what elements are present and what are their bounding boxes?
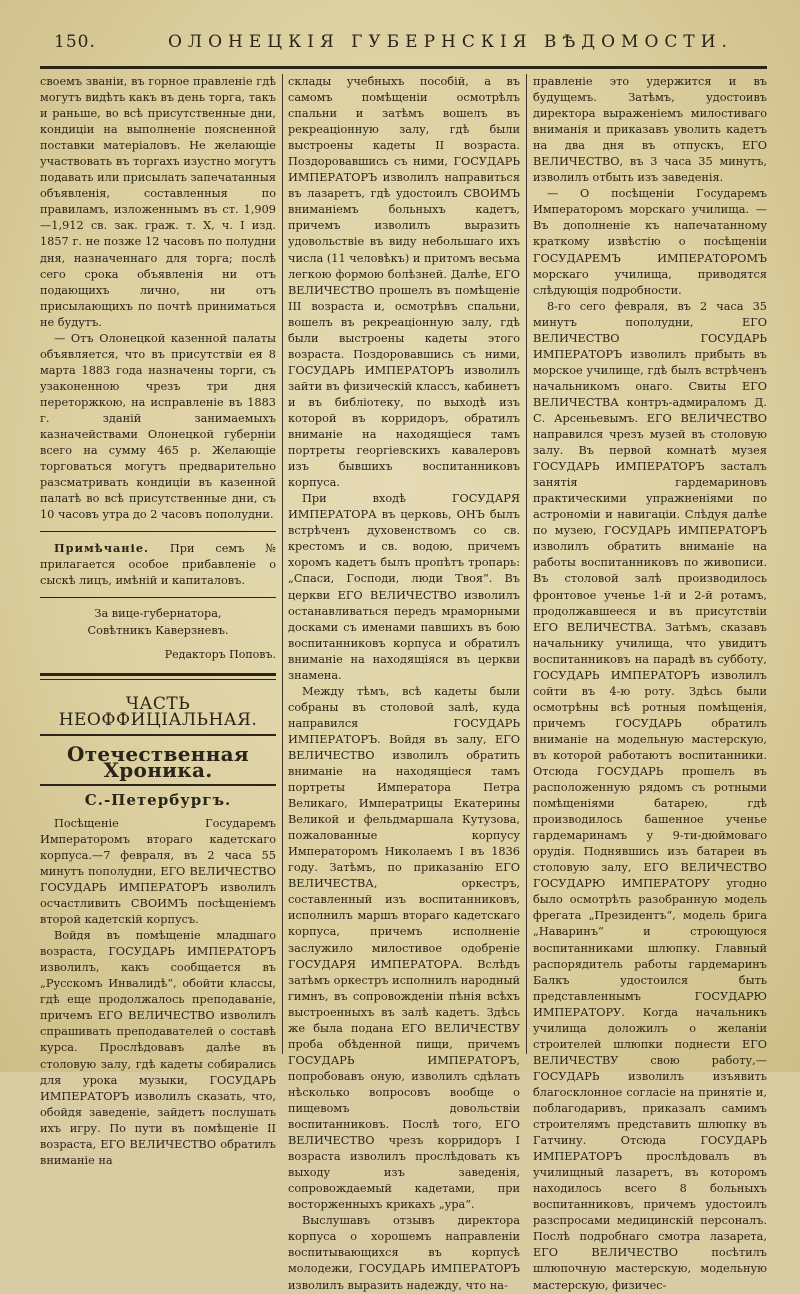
column-2 xyxy=(288,74,520,1292)
header-rule xyxy=(40,66,767,69)
divider xyxy=(40,597,276,598)
column-divider-2 xyxy=(526,74,527,1054)
page-number: 150. xyxy=(54,32,96,52)
paragraph: — О посѣщеніи Государемъ Императоромъ морскаго училища. — Въ дополненіе къ напечатанному краткому извѣстію о посѣщеніи ГОСУДАРЕМЪ ИМПЕРАТОРОМЪ морскаго училища, приводятся слѣдующія подробности. xyxy=(533,187,767,297)
column-3 xyxy=(533,74,767,1292)
paragraph: Войдя въ помѣщеніе младшаго возраста, ГОСУДАРЬ ИМПЕРАТОРЪ изволилъ, какъ сообщается въ „Русскомъ Инвалидѣ“, обойти классы, гдѣ еще продолжалось преподаваніе, причемъ ЕГО ВЕЛИЧЕСТВО изволилъ спрашивать преподавателей о составѣ курса. Прослѣдовавъ далѣе въ столовую залу, гдѣ кадеты собирались для урока музыки, ГОСУДАРЬ ИМПЕРАТОРЪ изволилъ сказать, что, обойдя заведеніе, зайдетъ послушать ихъ игру. По пути въ помѣщеніе II возраста, ЕГО ВЕЛИЧЕСТВО обратилъ вниманіе на xyxy=(40,929,276,1167)
newspaper-title: ОЛОНЕЦКІЯ ГУБЕРНСКІЯ ВѢДОМОСТИ. xyxy=(168,32,733,52)
spacer xyxy=(40,639,276,647)
divider xyxy=(40,531,276,532)
editor-signature: Редакторъ Поповъ. xyxy=(164,647,276,661)
page-header xyxy=(38,28,768,62)
paragraph: 8-го сего февраля, въ 2 часа 35 минутъ пополудни, ЕГО ВЕЛИЧЕСТВО ГОСУДАРЬ ИМПЕРАТОРЪ изволилъ прибыть въ морское училище, гдѣ былъ встрѣченъ начальникомъ онаго. Свиты ЕГО ВЕЛИЧЕСТВА контръ-адмираломъ Д. С. Арсеньевымъ. ЕГО ВЕЛИЧЕСТВО направился чрезъ музей въ столовую залу. Въ первой комнатѣ музея ГОСУДАРЬ ИМПЕРАТОРЪ засталъ занятія гардемариновъ практическими упражненіями по астрономіи и навигаціи. Слѣдуя далѣе по музею, ГОСУДАРЬ ИМПЕРАТОРЪ изволилъ обратить вниманіе на работы воспитанниковъ по живописи. Въ столовой залѣ производилось фронтовое ученье 1-й и 2-й ротамъ, продолжавшееся и въ присутствіи ЕГО ВЕЛИЧЕСТВА. Затѣмъ, сказавъ начальнику училища, что увидитъ воспитанниковъ на парадѣ въ субботу, ГОСУДАРЬ ИМПЕРАТОРЪ изволилъ сойти въ 4-ю роту. Здѣсь были осмотрѣны всѣ ротныя помѣщенія, причемъ ГОСУДАРЬ обратилъ вниманіе на модельную мастерскую, въ которой работаютъ воспитанники. Отсюда ГОСУДАРЬ прошелъ въ расположенную рядомъ съ ротными помѣщеніями батарею, гдѣ производилось башенное ученье гардемаринамъ у 9-ти-дюймоваго орудія. Поднявшись изъ батареи въ столовую залу, ЕГО ВЕЛИЧЕСТВО ГОСУДАРЮ ИМПЕРАТОРУ угодно было осмотрѣть разобранную модель фрегата „Президентъ“, модель брига „Наваринъ“ и строющуюся воспитанниками шлюпку. Главный распорядитель работы гардемаринъ Балкъ удостоился быть представленнымъ ГОСУДАРЮ ИМПЕРАТОРУ. Когда начальникъ училища доложилъ о желаніи строителей шлюпки поднести ЕГО ВЕЛИЧЕСТВУ свою работу,—ГОСУДАРЬ изволилъ изъявить благосклонное согласіе на принятіе и, поблагодаривъ, приказалъ самимъ строителямъ представить шлюпку въ Гатчину. Отсюда ГОСУДАРЬ ИМПЕРАТОРЪ прослѣдовалъ въ училищный лазаретъ, въ которомъ находилось всего 8 больныхъ воспитанниковъ, причемъ удостоилъ разспросами медицинскій персоналъ. Послѣ подробнаго смотра лазарета, ЕГО ВЕЛИЧЕСТВО посѣтилъ шлюпочную мастерскую, модельную мастерскую, физичес- xyxy=(533,299,767,1292)
signature-line-1: За вице-губернатора, xyxy=(94,607,222,621)
paragraph: Посѣщеніе Государемъ Императоромъ втораго кадетскаго корпуса.—7 февраля, въ 2 часа 55 минутъ пополудни, ЕГО ВЕЛИЧЕСТВО ГОСУДАРЬ ИМПЕРАТОРЪ изволилъ осчастливить СВОИМЪ посѣщеніемъ второй кадетскій корпусъ. xyxy=(40,816,276,927)
paragraph: склады учебныхъ пособій, а въ самомъ помѣщеніи осмотрѣлъ спальни и затѣмъ вошелъ въ рекреаціонную залу, гдѣ были выстроены кадеты II возраста. Поздоровавшись съ ними, ГОСУДАРЬ ИМПЕРАТОРЪ изволилъ направиться въ лазаретъ, гдѣ удостоилъ СВОИМЪ вниманіемъ больныхъ кадетъ, причемъ изволилъ выразить удовольствіе въ виду небольшаго ихъ числа (11 человѣкъ) и притомъ весьма легкою формою болѣзней. Далѣе, ЕГО ВЕЛИЧЕСТВО прошелъ въ помѣщеніе III возраста и, осмотрѣвъ спальни, вошелъ въ рекреаціонную залу, гдѣ были выстроены кадеты этого возраста. Поздоровавшись съ ними, ГОСУДАРЬ ИМПЕРАТОРЪ изволилъ зайти въ физическій классъ, кабинетъ и въ библіотеку, по выходѣ изъ которой въ корридоръ, обратилъ вниманіе на находящіеся тамъ портреты георгіевскихъ кавалеровъ изъ бывшихъ воспитанниковъ корпуса. xyxy=(288,75,520,490)
column-1 xyxy=(40,74,276,1167)
paragraph: Между тѣмъ, всѣ кадеты были собраны въ столовой залѣ, куда направился ГОСУДАРЬ ИМПЕРАТОРЪ. Войдя въ залу, ЕГО ВЕЛИЧЕСТВО изволилъ обратить вниманіе на находящіеся тамъ портреты Императора Петра Великаго, Императрицы Екатерины Великой и фельдмаршала Кутузова, пожалованные корпусу Императоромъ Николаемъ I въ 1836 году. Затѣмъ, по приказанію ЕГО ВЕЛИЧЕСТВА, оркестръ, составленный изъ воспитанниковъ, исполнилъ маршъ втораго кадетскаго корпуса, причемъ исполненіе заслужило милостивое одобреніе ГОСУДАРЯ ИМПЕРАТОРА. Вслѣдъ затѣмъ оркестръ исполнилъ народный гимнъ, въ сопровожденіи пѣнія всѣхъ выстроенныхъ въ залѣ кадетъ. Здѣсь же была подана ЕГО ВЕЛИЧЕСТВУ проба обѣденной пищи, причемъ ГОСУДАРЬ ИМПЕРАТОРЪ, попробовавъ оную, изволилъ сдѣлать нѣсколько вопросовъ вообще о пищевомъ довольствіи воспитанниковъ. Послѣ того, ЕГО ВЕЛИЧЕСТВО чрезъ корридоръ I возраста изволилъ прослѣдовать къ выходу изъ заведенія, сопровождаемый кадетами, при восторженныхъ крикахъ „ура“. xyxy=(288,684,520,1212)
paragraph: своемъ званіи, въ горное правленіе гдѣ могутъ видѣть какъ въ день торга, такъ и раньше, во всѣ присутственные дни, кондиціи на выполненіе поясненной поставки матеріаловъ. Не желающіе участвовать въ торгахъ изустно могутъ подавать или присылать запечатанныя объявленія, составленныя по правиламъ, изложеннымъ въ ст. 1,909—1,912 св. зак. граж. т. X, ч. I изд. 1857 г. не позже 12 часовъ по полудни дня, назначеннаго для торга; послѣ сего срока объявленія ни отъ подающихъ лично, ни отъ присылающихъ по почтѣ приниматься не будутъ. xyxy=(40,75,276,329)
note-text: При семъ № прилагается особое прибавленіе о сыскѣ лицъ, имѣній и капиталовъ. xyxy=(40,542,276,588)
section-title: ЧАСТЬ НЕОФФИЦІАЛЬНАЯ. xyxy=(40,690,276,736)
chronicle-title: Отечественная Хроника. xyxy=(40,746,276,786)
note-paragraph xyxy=(40,540,276,589)
note-label: Примѣчаніе. xyxy=(54,541,149,556)
paragraph: правленіе это удержится и въ будущемъ. Затѣмъ, удостоивъ директора выраженіемъ милостиваго вниманія и приказавъ уволить кадетъ на два дня въ отпускъ, ЕГО ВЕЛИЧЕСТВО, въ 3 часа 35 минутъ, изволилъ отбыть изъ заведенія. xyxy=(533,75,767,185)
signature-line-2: Совѣтникъ Каверзневъ. xyxy=(87,623,229,637)
section-thin-rule xyxy=(40,679,276,680)
paragraph: Выслушавъ отзывъ директора корпуса о хорошемъ направленіи воспитывающихся въ корпусѣ молодежи, ГОСУДАРЬ ИМПЕРАТОРЪ изволилъ выразить надежду, что на- xyxy=(288,1214,520,1292)
column-divider-1 xyxy=(282,74,283,1054)
city-heading: С.-Петербургъ. xyxy=(84,790,232,809)
section-thick-rule xyxy=(40,673,276,676)
paragraph: — Отъ Олонецкой казенной палаты объявляется, что въ присутствіи ея 8 марта 1883 года назначены торги, съ узаконенною чрезъ три дня переторжкою, на исправленіе въ 1883 г. зданій занимаемыхъ казначействами Олонецкой губерніи всего на сумму 465 р. Желающіе торговаться могутъ предварительно разсматривать кондиціи въ казенной палатѣ во всѣ присутственные дни, съ 10 часовъ утра до 2 часовъ пополудни. xyxy=(40,331,276,522)
paragraph: При входѣ ГОСУДАРЯ ИМПЕРАТОРА въ церковь, ОНЪ былъ встрѣченъ духовенствомъ со св. крестомъ и св. водою, причемъ хоромъ кадетъ былъ пропѣтъ тропарь: „Спаси, Господи, люди Твоя“. Въ церкви ЕГО ВЕЛИЧЕСТВО изволилъ останавливаться передъ мраморными досками съ именами павшихъ въ бою воспитанниковъ корпуса и обратилъ вниманіе на находящіяся въ церкви знамена. xyxy=(288,492,520,682)
